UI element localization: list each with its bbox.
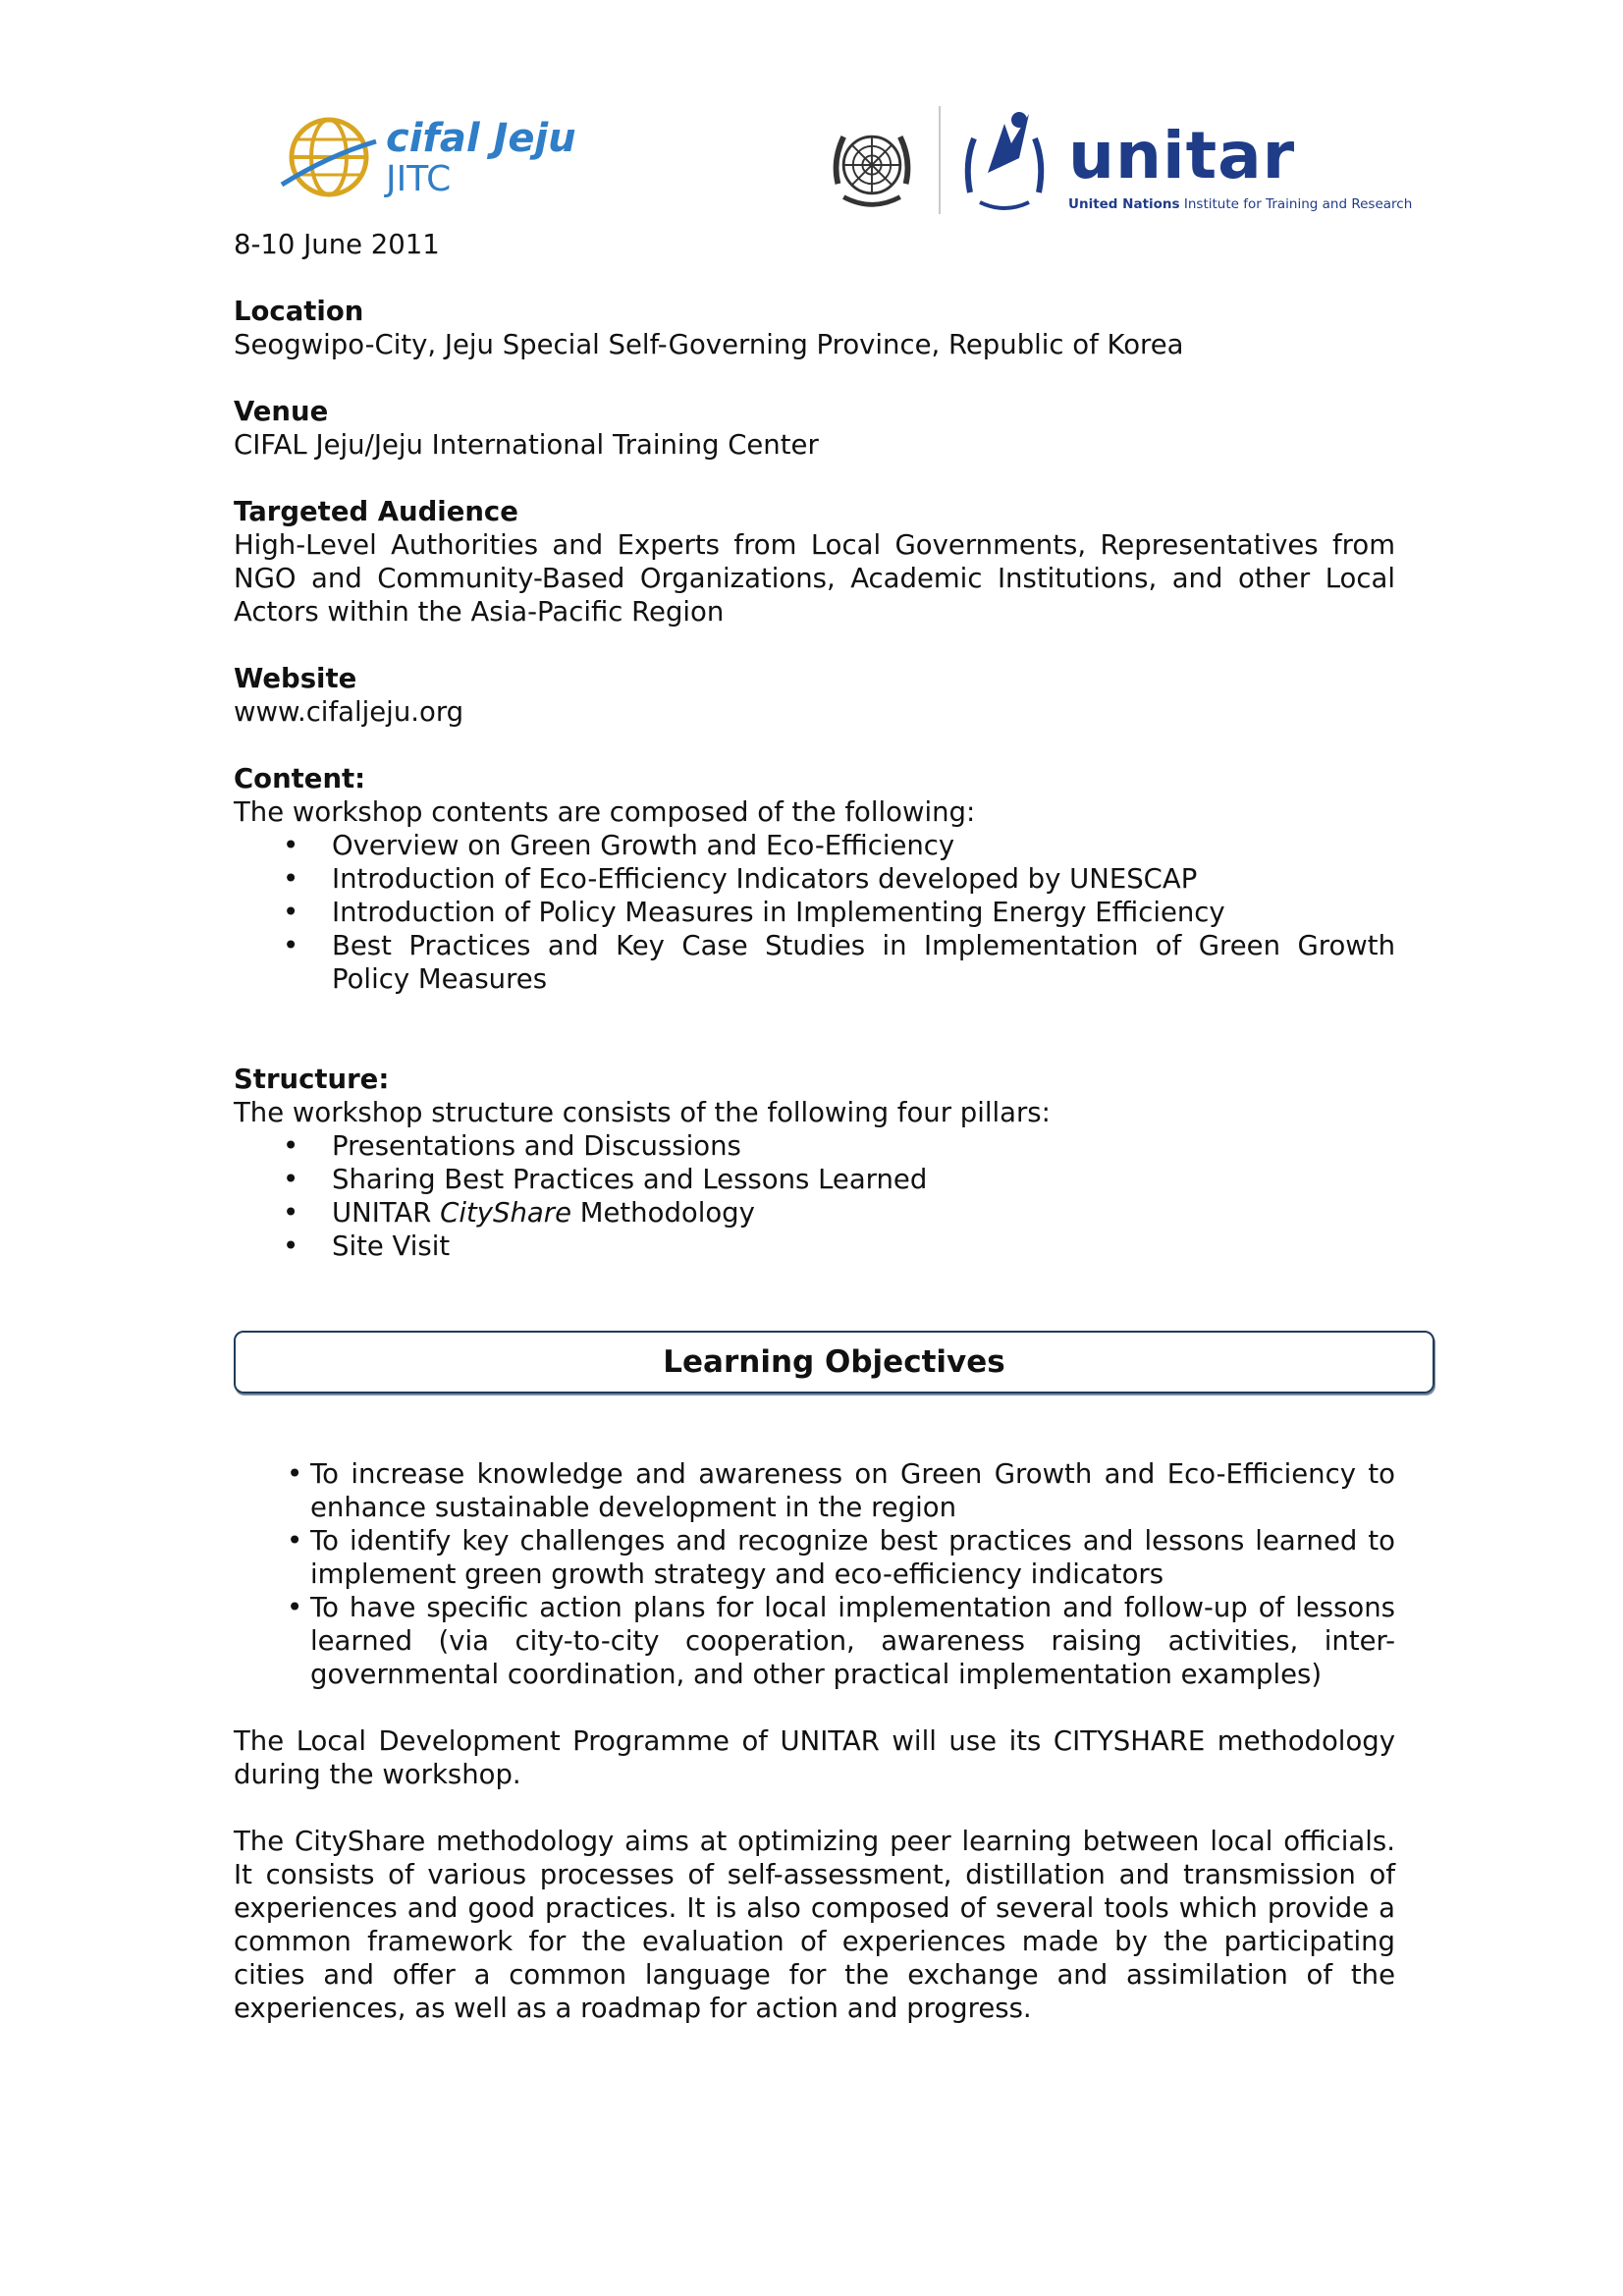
bullet-icon: • <box>283 1130 299 1162</box>
website-section <box>234 662 1395 729</box>
globe-icon <box>280 108 378 206</box>
list-item: • Overview on Green Growth and Eco-Efficiency <box>283 830 955 861</box>
cifal-sub-text: JITC <box>386 159 452 199</box>
un-emblem-icon <box>825 118 919 212</box>
list-item: • Site Visit <box>283 1230 451 1262</box>
structure-heading: Structure: <box>234 1064 390 1095</box>
content-heading: Content: <box>234 763 366 794</box>
bullet-icon: • <box>287 1525 303 1557</box>
paragraph: The Local Development Programme of UNITAR will use its CITYSHARE methodology during the workshop. <box>234 1725 1395 1790</box>
location-heading: Location <box>234 296 364 327</box>
paragraph: The CityShare methodology aims at optimizing peer learning between local officials. It consists of various processes of self-assessment, distillation and transmission of experiences and good practices. It is also composed of several tools which provide a common framework for the evaluation of experiences made by the participating cities and offer a common language for the exchange and assimilation of the experiences, as well as a roadmap for action and progress. <box>234 1826 1395 2024</box>
list-item: • Sharing Best Practices and Lessons Learned <box>283 1164 928 1195</box>
location-section <box>234 295 1395 361</box>
audience-section <box>234 495 1395 629</box>
main-content <box>234 228 1395 1296</box>
list-item: • To increase knowledge and awareness on Green Growth and Eco-Efficiency to enhance sustainable development in the region <box>287 1458 1395 1523</box>
list-item: • To identify key challenges and recognize best practices and lessons learned to implement green growth strategy and eco-efficiency indicators <box>287 1525 1395 1590</box>
event-date: 8-10 June 2011 <box>234 229 440 260</box>
cifal-jeju-logo <box>280 108 574 216</box>
content-section <box>234 762 1395 996</box>
closing-paragraphs <box>234 1724 1395 2058</box>
list-item: • Introduction of Policy Measures in Implementing Energy Efficiency <box>283 897 1225 928</box>
list-item: • Best Practices and Key Case Studies in Implementation of Green Growth Policy Measures <box>283 930 1395 995</box>
location-text: Seogwipo-City, Jeju Special Self-Governing Province, Republic of Korea <box>234 329 1184 360</box>
objectives-list-container <box>285 1457 1395 1691</box>
bullet-icon: • <box>287 1458 303 1490</box>
audience-text: High-Level Authorities and Experts from Local Governments, Representatives from NGO and Community-Based Organizations, Academic Institutions, and other Local Actors within the Asia-Pacific Region <box>234 529 1395 628</box>
venue-text: CIFAL Jeju/Jeju International Training Center <box>234 429 819 461</box>
website-link[interactable]: www.cifaljeju.org <box>234 696 464 728</box>
logo-divider <box>939 106 941 214</box>
header-logos <box>0 98 1623 236</box>
date-section <box>234 228 1395 261</box>
structure-section <box>234 1063 1395 1263</box>
cifal-brand-text: cifal Jeju <box>386 116 576 161</box>
bullet-icon: • <box>283 1164 299 1195</box>
list-item: • Introduction of Eco-Efficiency Indicators developed by UNESCAP <box>283 863 1198 895</box>
unitar-tagline <box>1068 196 1412 212</box>
objectives-list <box>285 1457 1395 1691</box>
list-item: • UNITAR CityShare Methodology <box>283 1197 755 1229</box>
bullet-icon: • <box>283 897 299 928</box>
venue-heading: Venue <box>234 396 329 427</box>
bullet-icon: • <box>287 1592 303 1623</box>
content-intro: The workshop contents are composed of the following: <box>234 796 976 828</box>
list-item: • Presentations and Discussions <box>283 1130 741 1162</box>
venue-section <box>234 395 1395 462</box>
structure-intro: The workshop structure consists of the following four pillars: <box>234 1097 1051 1128</box>
list-item: • To have specific action plans for local implementation and follow-up of lessons learned (via city-to-city cooperation, awareness raising activities, inter-governmental coordination, and other practical implementation examples) <box>287 1592 1395 1690</box>
bullet-icon: • <box>283 930 299 961</box>
content-list <box>234 829 1395 996</box>
structure-list <box>234 1129 1395 1263</box>
unitar-brand-text: unitar <box>1068 118 1296 193</box>
unitar-emblem-icon <box>960 104 1049 212</box>
learning-objectives-title: Learning Objectives <box>663 1344 1005 1380</box>
learning-objectives-box <box>234 1331 1434 1394</box>
unitar-tagline-bold: United Nations <box>1068 196 1180 212</box>
bullet-icon: • <box>283 830 299 861</box>
unitar-tagline-rest: Institute for Training and Research <box>1179 196 1413 212</box>
bullet-icon: • <box>283 1230 299 1262</box>
bullet-icon: • <box>283 863 299 895</box>
website-heading: Website <box>234 663 357 694</box>
bullet-icon: • <box>283 1197 299 1229</box>
audience-heading: Targeted Audience <box>234 496 518 527</box>
